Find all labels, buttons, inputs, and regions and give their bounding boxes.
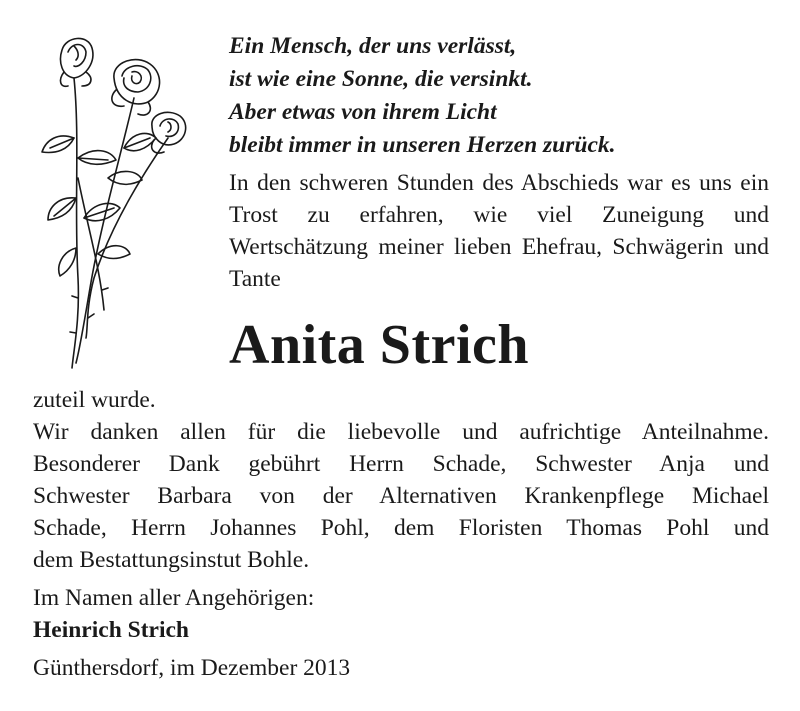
thanks-line: Besonderer Dank gebührt Herrn Schade, Schwester Anja und <box>33 451 769 477</box>
poem-line: Aber etwas von ihrem Licht <box>229 99 497 125</box>
closing-block <box>33 582 314 646</box>
signer-name: Heinrich Strich <box>33 617 189 643</box>
thanks-line: zuteil wurde. <box>33 387 156 413</box>
poem-line: ist wie eine Sonne, die versinkt. <box>229 66 533 92</box>
poem-line: Ein Mensch, der uns verlässt, <box>229 33 517 59</box>
intro-paragraph: In den schweren Stunden des Abschieds war es uns ein Trost zu erfahren, wie viel Zuneigung und Wertschätzung meiner lieben Ehefrau, Schwägerin und Tante <box>229 170 769 292</box>
roses-icon <box>28 28 198 378</box>
on-behalf-line: Im Namen aller Angehörigen: <box>33 585 315 611</box>
poem <box>229 30 769 162</box>
place-date: Günthersdorf, im Dezember 2013 <box>33 655 351 681</box>
thanks-line: Schade, Herrn Johannes Pohl, dem Floristen Thomas Pohl und <box>33 515 769 541</box>
thanks-line: Wir danken allen für die liebevolle und aufrichtige Anteilnahme. <box>33 419 769 445</box>
deceased-name: Anita Strich <box>229 314 529 376</box>
poem-line: bleibt immer in unseren Herzen zurück. <box>229 132 616 158</box>
thanks-line: dem Bestattungsinstut Bohle. <box>33 547 310 573</box>
thanks-paragraph <box>33 384 769 576</box>
thanks-line: Schwester Barbara von der Alternativen Krankenpflege Michael <box>33 483 769 509</box>
